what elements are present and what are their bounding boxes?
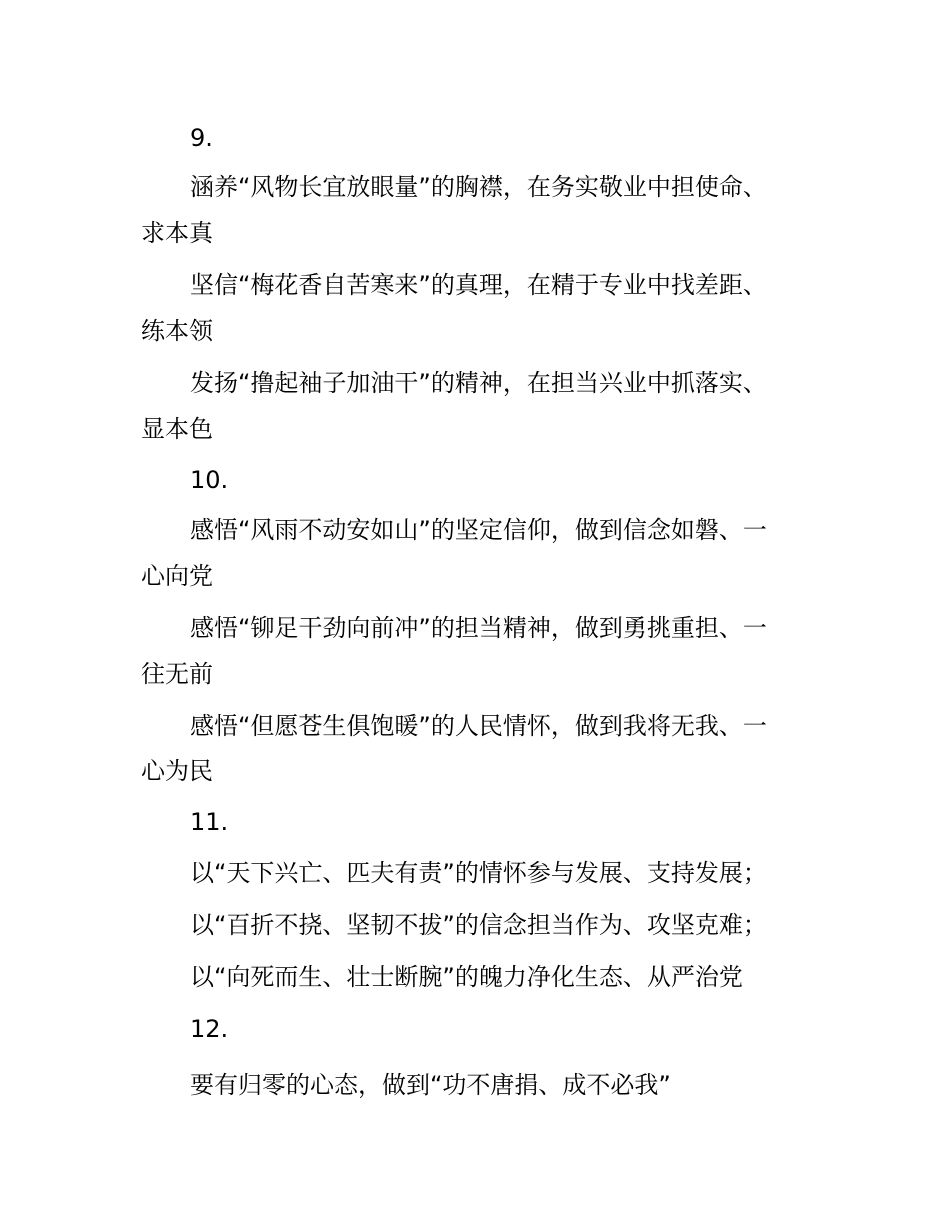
paragraph-line: 发扬“撸起袖子加油干”的精神，在担当兴业中抓落实、 <box>190 369 767 397</box>
paragraph-line: 涵养“风物长宜放眼量”的胸襟，在务实敬业中担使命、 <box>190 173 767 201</box>
paragraph-line: 以“百折不挠、坚韧不拔”的信念担当作为、攻坚克难； <box>190 911 767 939</box>
paragraph-line: 以“天下兴亡、匹夫有责”的情怀参与发展、支持发展； <box>190 859 767 887</box>
paragraph-line: 显本色 <box>141 415 213 443</box>
paragraph-line: 感悟“但愿苍生俱饱暖”的人民情怀，做到我将无我、一 <box>190 712 767 740</box>
paragraph-line: 要有归零的心态，做到“功不唐捐、成不必我” <box>190 1071 671 1099</box>
paragraph-line: 感悟“铆足干劲向前冲”的担当精神，做到勇挑重担、一 <box>190 614 767 642</box>
paragraph-line: 求本真 <box>141 219 213 247</box>
paragraph-line: 心向党 <box>141 562 213 590</box>
section-number: 12. <box>190 1015 229 1043</box>
paragraph-line: 心为民 <box>141 757 213 785</box>
paragraph-line: 感悟“风雨不动安如山”的坚定信仰，做到信念如磐、一 <box>190 516 767 544</box>
paragraph-line: 坚信“梅花香自苦寒来”的真理，在精于专业中找差距、 <box>190 271 767 299</box>
paragraph-line: 练本领 <box>141 317 213 345</box>
paragraph-line: 以“向死而生、壮士断腕”的魄力净化生态、从严治党 <box>190 963 743 991</box>
section-number: 9. <box>190 124 213 152</box>
section-number: 11. <box>190 808 229 836</box>
paragraph-line: 往无前 <box>141 660 213 688</box>
section-number: 10. <box>190 466 229 494</box>
